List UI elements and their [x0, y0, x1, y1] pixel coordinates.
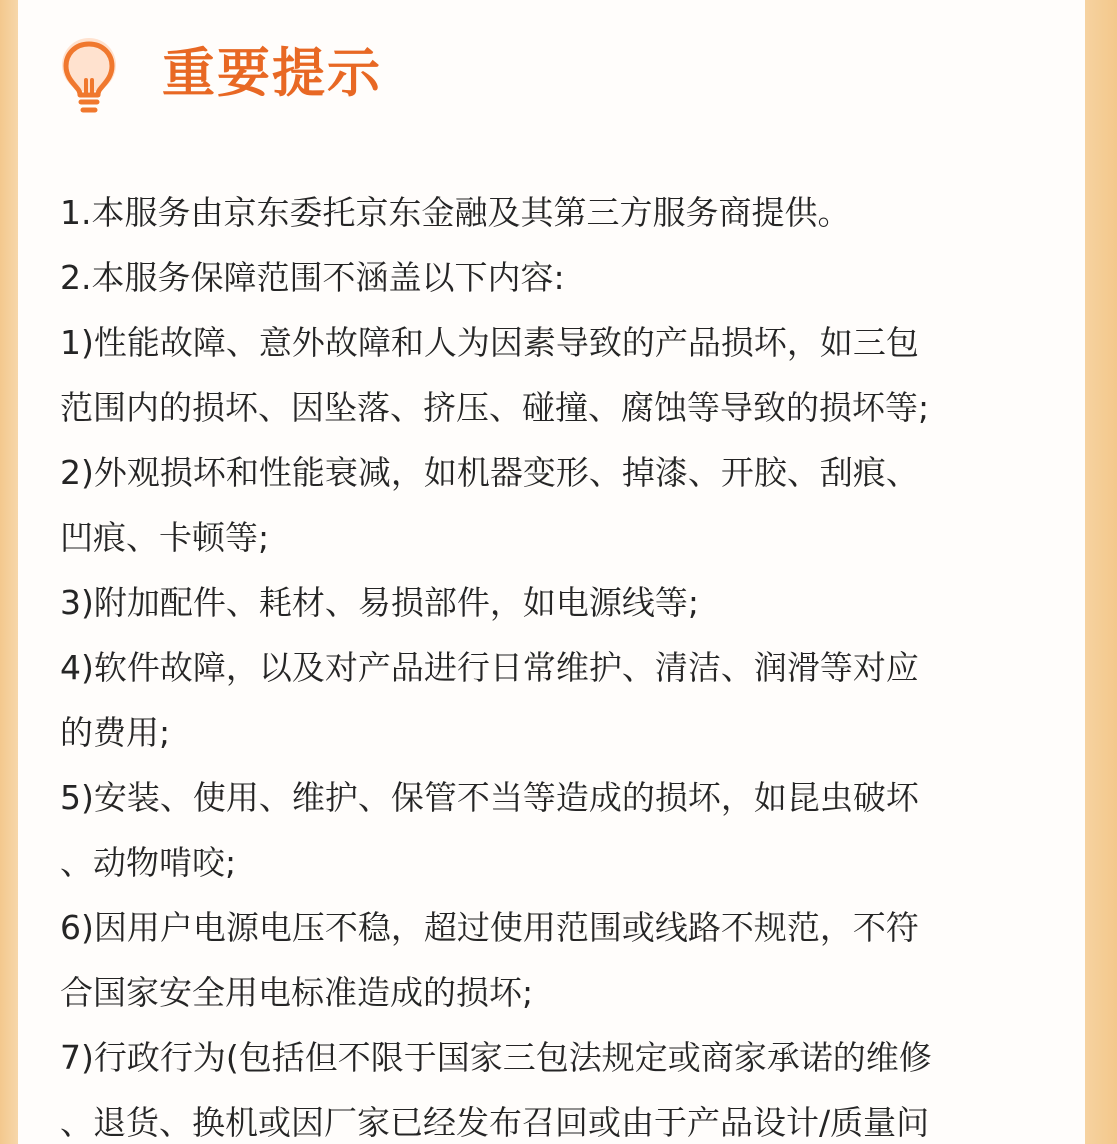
- notice-card: [18, 0, 1085, 1144]
- left-frame-border: [0, 0, 18, 1144]
- notice-line-13: 合国家安全用电标准造成的损坏;: [60, 973, 534, 1012]
- right-frame-border: [1085, 0, 1117, 1144]
- notice-line-9: 的费用;: [60, 713, 171, 752]
- notice-header: [54, 36, 474, 116]
- notice-line-14: 7)行政行为(包括但不限于国家三包法规定或商家承诺的维修: [60, 1038, 932, 1077]
- lightbulb-icon: [54, 36, 124, 114]
- notice-line-2: 2.本服务保障范围不涵盖以下内容:: [60, 258, 565, 297]
- notice-title: 重要提示: [162, 43, 382, 104]
- notice-line-15: 、退货、换机或因厂家已经发布召回或由于产品设计/质量问: [60, 1103, 930, 1142]
- notice-line-1: 1.本服务由京东委托京东金融及其第三方服务商提供。: [60, 193, 851, 232]
- notice-line-11: 、动物啃咬;: [60, 843, 237, 882]
- notice-line-4: 范围内的损坏、因坠落、挤压、碰撞、腐蚀等导致的损坏等;: [60, 388, 930, 427]
- notice-line-10: 5)安装、使用、维护、保管不当等造成的损坏，如昆虫破坏: [60, 778, 919, 817]
- notice-line-6: 凹痕、卡顿等;: [60, 518, 270, 557]
- notice-line-12: 6)因用户电源电压不稳，超过使用范围或线路不规范，不符: [60, 908, 919, 947]
- notice-line-3: 1)性能故障、意外故障和人为因素导致的产品损坏，如三包: [60, 323, 919, 362]
- notice-line-8: 4)软件故障，以及对产品进行日常维护、清洁、润滑等对应: [60, 648, 919, 687]
- notice-content: [60, 180, 1070, 1144]
- notice-line-7: 3)附加配件、耗材、易损部件，如电源线等;: [60, 583, 699, 622]
- notice-line-5: 2)外观损坏和性能衰减，如机器变形、掉漆、开胶、刮痕、: [60, 453, 919, 492]
